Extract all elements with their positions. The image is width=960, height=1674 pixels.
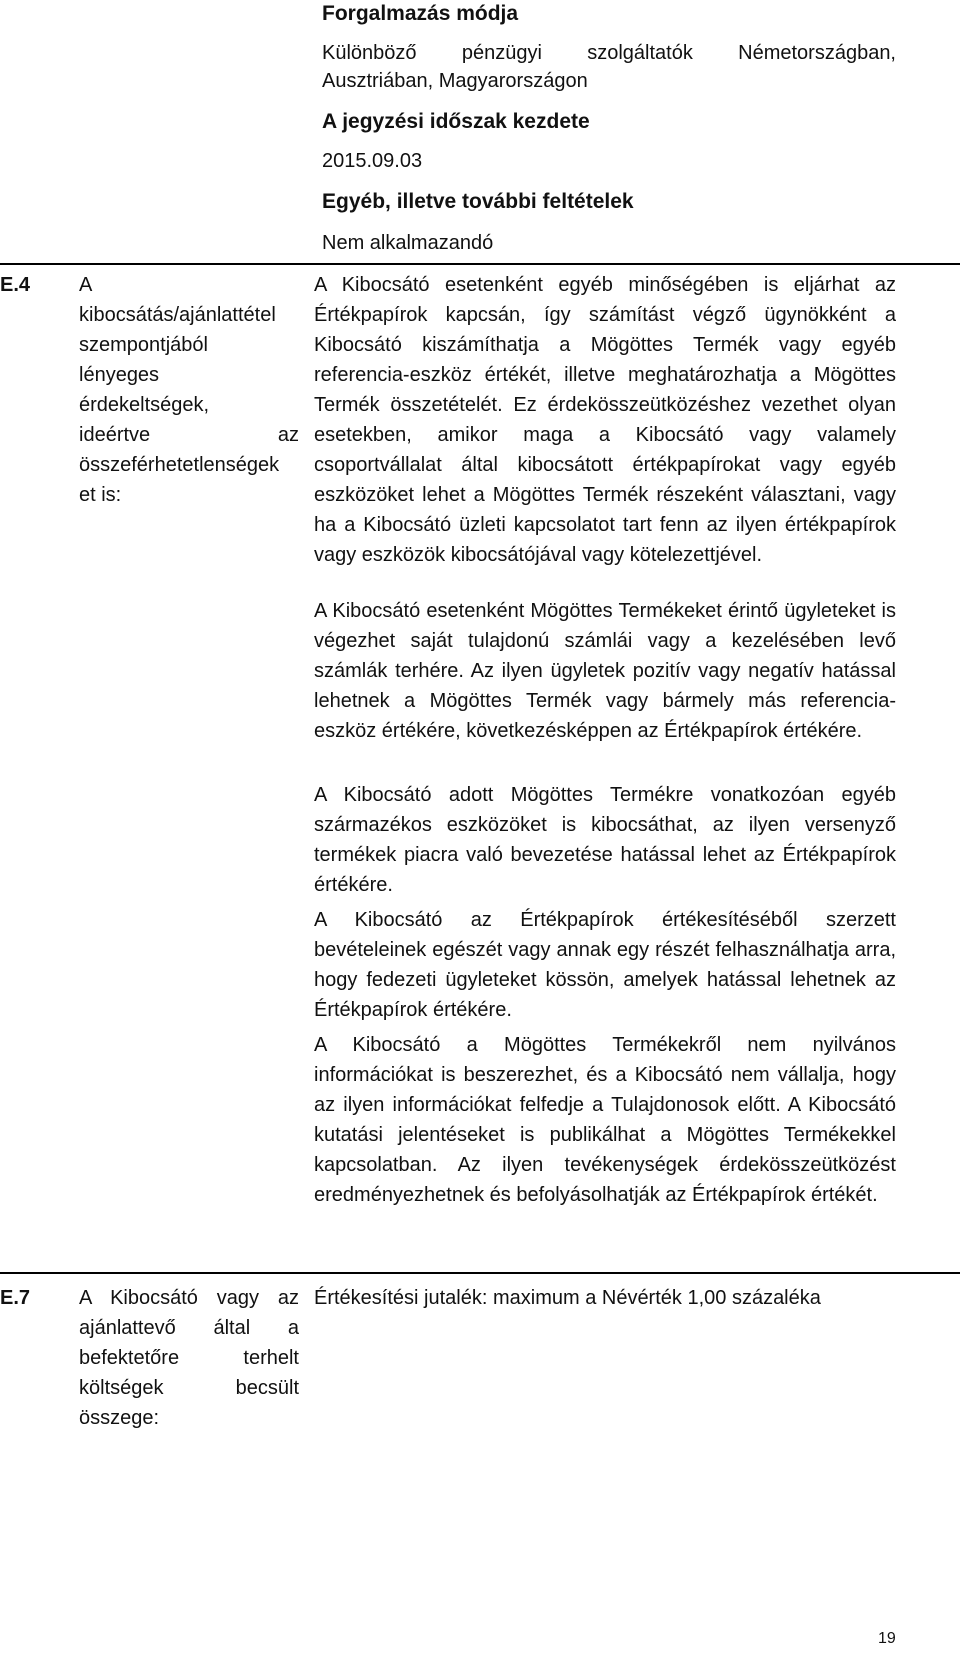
- subscription-start-date: 2015.09.03: [322, 150, 423, 172]
- distribution-line-1: Különböző pénzügyi szolgáltatók Németországban,: [322, 42, 896, 64]
- e7-label-line: befektetőre terhelt: [79, 1347, 299, 1369]
- e4-label-line: összeférhetetlenségek: [79, 454, 280, 476]
- e4-number: E.4: [0, 274, 31, 296]
- e7-label-line: költségek becsült: [79, 1377, 299, 1399]
- other-conditions-value: Nem alkalmazandó: [322, 232, 494, 254]
- e7-content: Értékesítési jutalék: maximum a Névérték 1,00 százaléka: [314, 1287, 821, 1309]
- row-divider-e4: [0, 263, 960, 265]
- heading-subscription-start: A jegyzési időszak kezdete: [322, 110, 590, 133]
- e4-paragraph-2: A Kibocsátó esetenként Mögöttes Termékeket érintő ügyleteket is végezhet saját tulajdonú számlái vagy a kezelésében levő számlák terhére. Az ilyen ügyletek pozitív vagy negatív hatással lehetnek a Mögöttes Termék vagy bármely más referencia-eszköz értékére, következésképpen az Értékpapírok értékére.: [314, 600, 896, 742]
- distribution-line-2: Ausztriában, Magyarországon: [322, 70, 588, 92]
- heading-distribution: Forgalmazás módja: [322, 2, 519, 25]
- e7-label: [79, 1283, 299, 1433]
- e4-label: [79, 270, 299, 510]
- e4-label-line: ideértve az: [79, 424, 299, 446]
- e4-label-line: lényeges: [79, 364, 160, 386]
- heading-other-conditions: Egyéb, illetve további feltételek: [322, 190, 634, 213]
- e4-paragraph-3: A Kibocsátó adott Mögöttes Termékre vonatkozóan egyéb származékos eszközöket is kibocsáthat, az ilyen versenyző termékek piacra való bevezetése hatással lehet az Értékpapírok értékére.: [314, 784, 896, 896]
- e4-paragraph-5: A Kibocsátó a Mögöttes Termékekről nem nyilvános információkat is beszerezhet, és a Kibocsátó nem vállalja, hogy az ilyen információkat felfedje a Tulajdonosok előtt. A Kibocsátó kutatási jelentéseket is publikálhat a Mögöttes Termékekkel kapcsolatban. Az ilyen tevékenységek érdekösszeütközést eredményezhetnek és befolyásolhatják az Értékpapírok értékét.: [314, 1034, 896, 1206]
- e7-label-line: összege:: [79, 1407, 160, 1429]
- e4-label-line: et is:: [79, 484, 122, 506]
- e7-label-line: A Kibocsátó vagy az: [79, 1287, 299, 1309]
- row-divider-e7: [0, 1272, 960, 1274]
- e4-paragraph-4: A Kibocsátó az Értékpapírok értékesítéséből szerzett bevételeinek egészét vagy annak egy részét felhasználhatja arra, hogy fedezeti ügyleteket kössön, amelyek hatással lehetnek az Értékpapírok értékére.: [314, 909, 896, 1021]
- e4-content: [314, 270, 896, 1206]
- e4-label-line: A: [79, 274, 93, 296]
- e4-label-line: érdekeltségek,: [79, 394, 210, 416]
- e4-label-line: kibocsátás/ajánlattétel: [79, 304, 276, 326]
- e4-paragraph-1: A Kibocsátó esetenként egyéb minőségében is eljárhat az Értékpapírok kapcsán, így számítást végző ügynökként a Kibocsátó kiszámíthatja a Mögöttes Termék vagy egyéb referencia-eszköz értékét, illetve meghatározhatja a Mögöttes Termék összetételét. Ez érdekösszeütközéshez vezethet olyan esetekben, amikor maga a Kibocsátó vagy valamely csoportvállalat által kibocsátott értékpapírokat vagy egyéb eszközöket lehet a Mögöttes Termék részeként választani, vagy ha a Kibocsátó üzleti kapcsolatot tart fenn az ilyen értékpapírok vagy eszközök kibocsátójával vagy kötelezettjével.: [314, 274, 896, 566]
- e4-label-line: szempontjából: [79, 334, 208, 356]
- e7-label-line: ajánlattevő által a: [79, 1317, 299, 1339]
- e7-number: E.7: [0, 1287, 31, 1309]
- page-number: 19: [878, 1630, 896, 1647]
